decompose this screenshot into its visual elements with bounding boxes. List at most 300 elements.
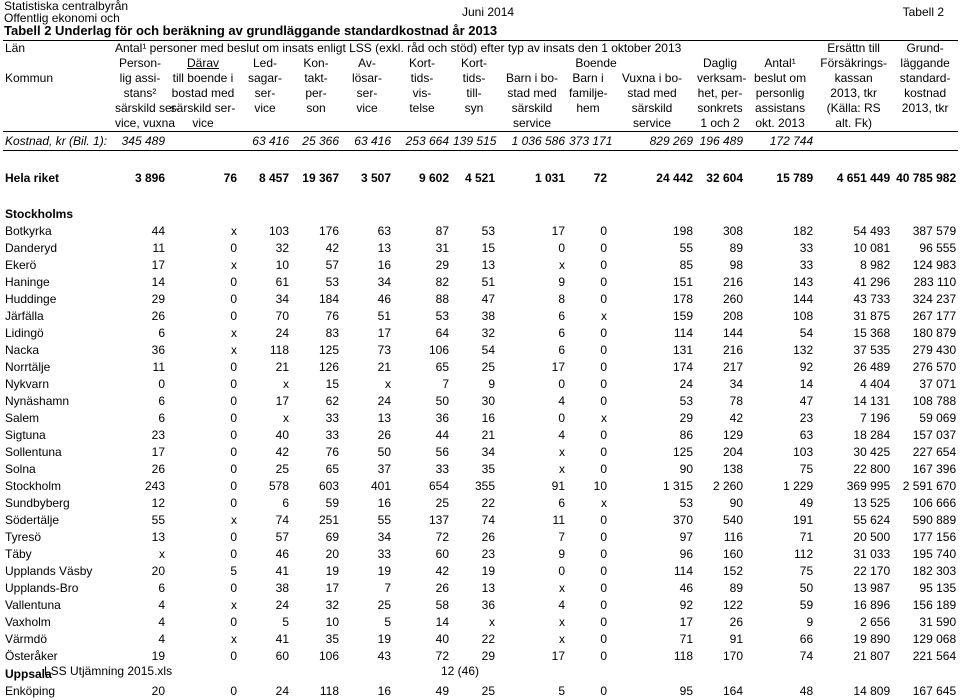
cell-value: 9 — [558, 547, 565, 561]
cell-value: 0 — [600, 649, 607, 663]
spacer — [3, 187, 113, 205]
col-header-c4: son — [306, 101, 326, 115]
cell-value: 216 — [722, 275, 743, 289]
cell-value: 64 — [435, 326, 449, 340]
cell-value: 44 — [435, 428, 449, 442]
cell-value: 22 — [481, 496, 495, 510]
hela-riket-value: 72 — [593, 171, 607, 185]
cell-value: 590 889 — [912, 513, 957, 527]
cell-value: 75 — [799, 564, 814, 578]
cell-value: 37 535 — [853, 343, 891, 357]
col-header-c6 — [393, 116, 451, 132]
cell-value: 0 — [600, 530, 607, 544]
cell-value: 106 — [428, 343, 449, 357]
kostnad-value — [167, 132, 239, 151]
cell-value: 71 — [799, 530, 814, 544]
cell-value: 14 — [435, 615, 449, 629]
cell-value: 156 189 — [912, 598, 957, 612]
cell-value: 159 — [672, 309, 693, 323]
cell-value: 53 — [435, 309, 449, 323]
cell-value: 13 — [377, 241, 391, 255]
cell-value: 17 — [151, 258, 165, 272]
cell-value: 0 — [558, 241, 565, 255]
cell-value: 96 — [679, 547, 693, 561]
col-header-c9 — [567, 116, 609, 132]
table-row — [3, 325, 958, 342]
cell-value: 26 — [435, 581, 449, 595]
spacer — [609, 187, 695, 205]
cell-value: 160 — [722, 547, 743, 561]
cell-value: 167 645 — [912, 684, 957, 698]
cell-value: 24 — [275, 326, 289, 340]
cell-value: 55 — [377, 513, 391, 527]
cell-value: 370 — [672, 513, 693, 527]
cell-value: 61 — [275, 275, 289, 289]
col-header-antal-bs: personlig — [755, 86, 805, 100]
cell-value: 5 — [282, 615, 289, 629]
cell-value: 16 — [377, 258, 391, 272]
cell-value: 38 — [275, 581, 289, 595]
spacer — [497, 151, 567, 170]
col-header-c5: Av- — [358, 56, 376, 70]
spacer — [815, 187, 892, 205]
cell-value: 30 425 — [853, 445, 891, 459]
cell-value: 30 — [481, 394, 495, 408]
kommun-name: Haninge — [5, 275, 50, 289]
cell-value: 5 — [558, 684, 565, 698]
cell-value: 31 — [435, 241, 449, 255]
col-header-c2: Därav — [186, 56, 219, 70]
cell-value: 7 196 — [860, 411, 891, 425]
table-row — [3, 580, 958, 597]
cell-value: 26 489 — [853, 360, 891, 374]
cell-value: 85 — [679, 258, 693, 272]
cell-value: 0 — [600, 292, 607, 306]
cell-value: 216 — [722, 343, 743, 357]
kommun-name: Järfälla — [5, 309, 44, 323]
cell-value: 125 — [318, 343, 339, 357]
cell-value: 95 135 — [919, 581, 957, 595]
cell-value: 21 — [275, 360, 289, 374]
cell-value: 0 — [230, 394, 237, 408]
cell-value: 324 237 — [912, 292, 957, 306]
cell-value: 122 — [722, 598, 743, 612]
cell-value: x — [601, 496, 607, 510]
spacer — [291, 187, 341, 205]
cell-value: 56 — [435, 445, 449, 459]
hela-riket-label: Hela riket — [5, 171, 60, 185]
cell-value: 129 — [722, 428, 743, 442]
org-name: Statistiska centralbyrån — [4, 0, 129, 13]
cell-value: 108 — [793, 309, 814, 323]
table-row — [3, 597, 958, 614]
col-header-c3 — [239, 116, 291, 132]
col-header-grund: 2013, tkr — [901, 101, 949, 115]
cell-value: 0 — [230, 462, 237, 476]
cell-value: 251 — [318, 513, 339, 527]
col-header-c7: Kort- — [460, 56, 487, 70]
table-row — [3, 359, 958, 376]
col-header-ersatt: (Källa: RS — [826, 101, 881, 115]
cell-value: 40 — [435, 632, 449, 646]
cell-value: 78 — [729, 394, 743, 408]
col-header-c6: telse — [409, 101, 435, 115]
cell-value: 98 — [729, 258, 743, 272]
cell-value: 89 — [729, 241, 743, 255]
cell-value: 54 — [481, 343, 495, 357]
cell-value: x — [601, 411, 607, 425]
cell-value: 114 — [673, 564, 693, 578]
cell-value: 0 — [230, 684, 237, 698]
col-header-c5: vice — [356, 101, 378, 115]
cell-value: 33 — [435, 462, 449, 476]
hela-riket-value: 32 604 — [706, 171, 743, 185]
cell-value: 118 — [319, 684, 339, 698]
table-row — [3, 291, 958, 308]
cell-value: 17 — [551, 224, 565, 238]
cell-value: 83 — [325, 326, 339, 340]
cell-value: x — [283, 411, 289, 425]
cell-value: 0 — [230, 377, 237, 391]
boende-header: Boende — [575, 56, 617, 70]
cell-value: 369 995 — [846, 479, 891, 493]
cell-value: 72 — [435, 530, 449, 544]
kommun-name: Sigtuna — [5, 428, 46, 442]
kommun-header-cell — [3, 101, 113, 116]
cell-value: 49 — [435, 684, 449, 698]
cell-value: 75 — [799, 462, 814, 476]
col-header-c5: ser- — [356, 86, 378, 100]
cell-value: 112 — [793, 547, 814, 561]
cell-value: 97 — [679, 530, 693, 544]
cell-value: 76 — [325, 309, 339, 323]
cell-value: 4 — [158, 632, 165, 646]
table-row — [3, 240, 958, 257]
cell-value: 126 — [318, 360, 339, 374]
cell-value: 20 — [151, 684, 165, 698]
cell-value: x — [559, 445, 565, 459]
cell-value: 144 — [793, 292, 814, 306]
cell-value: 51 — [481, 275, 495, 289]
cell-value: 6 — [282, 496, 289, 510]
cell-value: 106 — [318, 649, 339, 663]
cell-value: 37 — [377, 462, 391, 476]
cell-value: 34 — [377, 275, 391, 289]
cell-value: 6 — [158, 326, 165, 340]
cell-value: 0 — [230, 309, 237, 323]
cell-value: 124 983 — [912, 258, 957, 272]
kostnad-value: 196 489 — [695, 132, 745, 151]
cell-value: 0 — [600, 547, 607, 561]
cell-value: 540 — [722, 513, 743, 527]
table-row — [3, 614, 958, 631]
cell-value: 0 — [230, 445, 237, 459]
spacer — [497, 187, 567, 205]
col-header-daglig: het, per- — [697, 86, 743, 100]
cell-value: 15 — [481, 241, 495, 255]
cell-value: 308 — [722, 224, 743, 238]
kommun-name: Österåker — [5, 649, 58, 663]
cell-value: 387 579 — [912, 224, 957, 238]
col-header-c3: vice — [254, 101, 276, 115]
cell-value: 0 — [600, 377, 607, 391]
cell-value: 14 — [151, 275, 165, 289]
cell-value: 34 — [729, 377, 743, 391]
cell-value: 6 — [558, 326, 565, 340]
cell-value: 116 — [723, 530, 743, 544]
cell-value: 46 — [679, 581, 693, 595]
kommun-header-cell — [3, 56, 113, 71]
cell-value: 0 — [230, 241, 237, 255]
spacer — [341, 187, 393, 205]
cell-value: 32 — [325, 598, 339, 612]
cell-value: 11 — [152, 360, 165, 374]
cell-value: 131 — [672, 343, 693, 357]
col-header-c1: vice, vuxna — [115, 116, 176, 130]
cell-value: 0 — [230, 479, 237, 493]
cell-value: 2 260 — [712, 479, 743, 493]
cell-value: 654 — [428, 479, 449, 493]
cell-value: 53 — [679, 394, 693, 408]
cell-value: 76 — [325, 445, 339, 459]
kommun-name: Sundbyberg — [5, 496, 70, 510]
cell-value: 191 — [793, 513, 814, 527]
cell-value: 2 591 670 — [902, 479, 957, 493]
table-row — [3, 393, 958, 410]
cell-value: 33 — [325, 428, 339, 442]
cell-value: 22 — [481, 632, 495, 646]
table-row — [3, 529, 958, 546]
hela-riket-value: 4 651 449 — [836, 171, 891, 185]
cell-value: 74 — [481, 513, 495, 527]
cell-value: 50 — [799, 581, 814, 595]
cell-value: 58 — [435, 598, 449, 612]
cell-value: 17 — [551, 649, 565, 663]
cell-value: 0 — [600, 615, 607, 629]
cell-value: 16 — [377, 496, 391, 510]
insats-span-header: Antal¹ personer med beslut om insats enligt LSS (exkl. råd och stöd) efter typ av insats den 1 oktober 2013 — [113, 41, 815, 57]
section-title: Uppsala — [5, 667, 52, 681]
kommun-name: Botkyrka — [5, 224, 52, 238]
cell-value: 29 — [679, 411, 693, 425]
table-row — [3, 410, 958, 427]
cell-value: 59 — [799, 598, 814, 612]
cell-value: 603 — [318, 479, 339, 493]
cell-value: 42 — [729, 411, 743, 425]
cell-value: 74 — [275, 513, 289, 527]
cell-value: 92 — [679, 598, 693, 612]
kostnad-value: 139 515 — [451, 132, 497, 151]
cell-value: 125 — [672, 445, 693, 459]
cell-value: 70 — [275, 309, 289, 323]
cell-value: 65 — [325, 462, 339, 476]
cell-value: 14 809 — [853, 684, 891, 698]
cell-value: 180 879 — [912, 326, 957, 340]
kommun-name: Tyresö — [5, 530, 42, 544]
cell-value: 82 — [435, 275, 449, 289]
hela-riket-value: 3 896 — [134, 171, 165, 185]
cell-value: 152 — [722, 564, 743, 578]
ersatt-header-1: Ersättn till — [815, 41, 892, 57]
cell-value: 91 — [729, 632, 743, 646]
cell-value: 44 — [151, 224, 165, 238]
cell-value: 54 — [799, 326, 814, 340]
cell-value: 20 500 — [853, 530, 891, 544]
cell-value: 0 — [558, 411, 565, 425]
hela-riket-value: 3 507 — [360, 171, 391, 185]
kommun-name: Enköping — [5, 684, 56, 698]
cell-value: 138 — [722, 462, 743, 476]
cell-value: 217 — [722, 360, 743, 374]
cell-value: 42 — [435, 564, 449, 578]
kommun-name: Upplands Väsby — [5, 564, 93, 578]
cell-value: 57 — [325, 258, 339, 272]
cell-value: 0 — [230, 360, 237, 374]
cell-value: 17 — [551, 360, 565, 374]
cell-value: 5 — [230, 564, 237, 578]
cell-value: 0 — [558, 564, 565, 578]
kommun-header-cell: Kommun — [5, 71, 54, 85]
cell-value: 17 — [151, 445, 165, 459]
spacer — [567, 187, 609, 205]
cell-value: 0 — [600, 632, 607, 646]
cell-value: 88 — [435, 292, 449, 306]
cell-value: 178 — [672, 292, 693, 306]
cell-value: 0 — [600, 428, 607, 442]
cell-value: 40 — [275, 428, 289, 442]
cell-value: 0 — [600, 224, 607, 238]
cell-value: x — [489, 615, 495, 629]
col-header-c8: Barn i bo- — [505, 71, 559, 85]
col-header-antal-bs: assistans — [755, 101, 806, 115]
kommun-header-cell — [3, 116, 113, 132]
col-header-ersatt: kassan — [834, 71, 873, 85]
kostnad-value: 63 416 — [341, 132, 393, 151]
spacer — [695, 151, 745, 170]
cell-value: 32 — [481, 326, 495, 340]
cell-value: 6 — [558, 309, 565, 323]
kommun-name: Vaxholm — [5, 615, 51, 629]
cell-value: 41 296 — [853, 275, 891, 289]
col-header-c9: Barn i — [572, 71, 604, 85]
col-header-c6: Kort- — [408, 56, 435, 70]
col-header-grund: standard- — [899, 71, 951, 85]
cell-value: 62 — [325, 394, 339, 408]
cell-value: 0 — [230, 649, 237, 663]
cell-value: 19 — [377, 564, 391, 578]
spacer — [892, 151, 958, 170]
cell-value: 53 — [325, 275, 339, 289]
cell-value: x — [559, 632, 565, 646]
cell-value: 14 — [799, 377, 814, 391]
spacer — [113, 151, 167, 170]
kostnad-label: Kostnad, kr (Bil. 1): — [3, 132, 113, 151]
cell-value: 11 — [552, 513, 565, 527]
cell-value: 25 — [481, 360, 495, 374]
cell-value: 90 — [729, 496, 743, 510]
cell-value: x — [159, 547, 165, 561]
col-header-c5 — [341, 116, 393, 132]
col-header-grund: kostnad — [904, 86, 947, 100]
cell-value: 96 555 — [919, 241, 957, 255]
cell-value: 23 — [481, 547, 495, 561]
spacer — [815, 151, 892, 170]
cell-value: 0 — [600, 275, 607, 289]
cell-value: 221 564 — [912, 649, 957, 663]
cell-value: 31 590 — [919, 615, 957, 629]
cell-value: x — [559, 462, 565, 476]
cell-value: 0 — [600, 394, 607, 408]
cell-value: 25 — [377, 598, 391, 612]
table-row — [3, 427, 958, 444]
cell-value: 33 — [377, 547, 391, 561]
cell-value: 87 — [435, 224, 449, 238]
kommun-name: Vallentuna — [5, 598, 61, 612]
spacer — [239, 187, 291, 205]
col-header-c1: stans² — [123, 86, 157, 100]
cell-value: 267 177 — [912, 309, 957, 323]
col-header-grund: läggande — [900, 56, 950, 70]
cell-value: 9 — [488, 377, 495, 391]
cell-value: 29 — [481, 649, 495, 663]
kostnad-value: 373 171 — [567, 132, 609, 151]
cell-value: 7 — [442, 377, 449, 391]
cell-value: 0 — [600, 241, 607, 255]
cell-value: 34 — [481, 445, 495, 459]
cell-value: 21 — [481, 428, 495, 442]
cell-value: 9 — [558, 275, 565, 289]
cell-value: x — [559, 615, 565, 629]
cell-value: 167 396 — [912, 462, 957, 476]
cell-value: 65 — [435, 360, 449, 374]
cell-value: 24 — [679, 377, 693, 391]
col-header-c8: stad med — [507, 86, 557, 100]
cell-value: 0 — [230, 411, 237, 425]
kostnad-value: 25 366 — [291, 132, 341, 151]
col-header-daglig: sonkrets — [697, 101, 743, 115]
cell-value: 170 — [722, 649, 743, 663]
table-row — [3, 223, 958, 240]
cell-value: 15 — [325, 377, 339, 391]
cell-value: 41 — [275, 632, 289, 646]
col-header-ersatt: Försäkrings- — [820, 56, 887, 70]
cell-value: 198 — [672, 224, 693, 238]
cell-value: 0 — [230, 530, 237, 544]
hela-riket-value: 19 367 — [302, 171, 339, 185]
col-header-antal-bs: beslut om — [754, 71, 807, 85]
kommun-name: Danderyd — [5, 241, 58, 255]
cell-value: 0 — [230, 275, 237, 289]
cell-value: 63 — [799, 428, 814, 442]
cell-value: 6 — [158, 394, 165, 408]
cell-value: 0 — [600, 462, 607, 476]
cell-value: 43 733 — [853, 292, 891, 306]
cell-value: 89 — [729, 581, 743, 595]
cell-value: 72 — [435, 649, 449, 663]
cell-value: 176 — [318, 224, 339, 238]
spacer — [567, 151, 609, 170]
cell-value: 5 — [384, 615, 391, 629]
cell-value: 55 624 — [853, 513, 891, 527]
cell-value: 34 — [377, 530, 391, 544]
cell-value: 73 — [377, 343, 391, 357]
spacer — [167, 187, 239, 205]
cell-value: 0 — [600, 564, 607, 578]
cell-value: x — [231, 598, 237, 612]
cell-value: 0 — [600, 326, 607, 340]
kommun-name: Täby — [5, 547, 32, 561]
cell-value: 16 — [481, 411, 495, 425]
